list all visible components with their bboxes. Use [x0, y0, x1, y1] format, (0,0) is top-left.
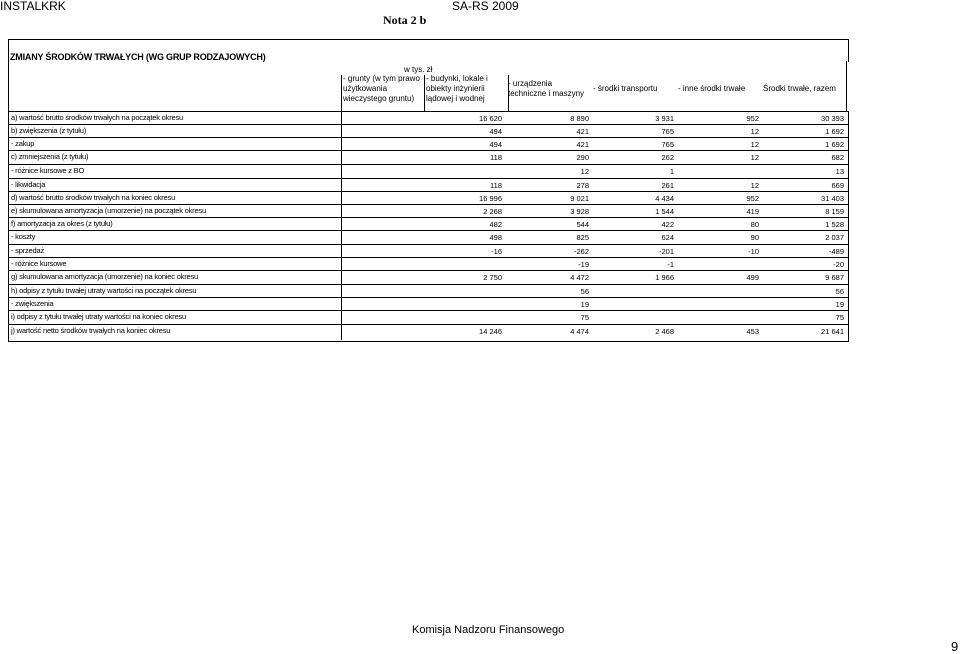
cell-value: 80 — [750, 220, 759, 229]
cell-value: 12 — [750, 127, 759, 136]
header-report-code: SA-RS 2009 — [452, 0, 519, 13]
column-header-line: - środki transportu — [593, 84, 658, 93]
table-row — [8, 178, 849, 192]
cell-value: 16 996 — [479, 194, 502, 203]
cell-value: 1 692 — [825, 140, 844, 149]
cell-value: -1 — [667, 260, 674, 269]
cell-value: 12 — [750, 153, 759, 162]
table-row — [8, 270, 849, 285]
cell-value: 494 — [489, 127, 502, 136]
cell-value: 422 — [661, 220, 674, 229]
table-row — [8, 191, 849, 205]
row-label: f) amortyzacja za okres (z tytułu) — [11, 219, 113, 228]
cell-value: 2 037 — [825, 233, 844, 242]
column-divider — [424, 75, 425, 111]
cell-value: -20 — [833, 260, 844, 269]
cell-value: 3 928 — [570, 207, 589, 216]
asset-changes-table — [8, 39, 847, 341]
cell-value: 2 750 — [483, 273, 502, 282]
table-row — [8, 297, 849, 311]
cell-value: 12 — [750, 140, 759, 149]
column-header-line: wieczystego gruntu) — [343, 94, 415, 103]
cell-value: 14 246 — [479, 327, 502, 336]
table-row — [8, 111, 849, 125]
table-title: ZMIANY ŚRODKÓW TRWAŁYCH (WG GRUP RODZAJOWYCH) — [10, 52, 266, 62]
cell-value: 13 — [835, 167, 844, 176]
unit-label: w tys. zł — [404, 65, 433, 74]
table-title-bar — [8, 39, 849, 62]
row-label: - likwidacja — [11, 180, 46, 189]
cell-value: 1 692 — [825, 127, 844, 136]
note-title: Nota 2 b — [383, 13, 427, 27]
cell-value: 30 393 — [821, 114, 844, 123]
row-label: j) wartość netto środków trwałych na koniec okresu — [11, 326, 171, 335]
column-header-line: - inne środki trwałe — [678, 84, 746, 93]
column-header-line: obiekty inżynierii — [426, 84, 485, 93]
cell-value: 498 — [489, 233, 502, 242]
column-header-line: użytkowania — [343, 84, 388, 93]
cell-value: -10 — [748, 247, 759, 256]
cell-value: 56 — [835, 287, 844, 296]
cell-value: 1 966 — [655, 273, 674, 282]
cell-value: 19 — [580, 300, 589, 309]
row-label: e) skumulowana amortyzacja (umorzenie) na początek okresu — [11, 206, 206, 215]
cell-value: 1 — [669, 167, 674, 176]
row-label: i) odpisy z tytułu trwałej utraty wartości na koniec okresu — [11, 312, 186, 321]
cell-value: 2 468 — [655, 327, 674, 336]
page-number: 9 — [951, 639, 959, 654]
row-label: c) zmniejszenia (z tytułu) — [11, 152, 89, 161]
cell-value: 421 — [576, 127, 589, 136]
row-label: - różnice kursowe z BO — [11, 166, 85, 175]
cell-value: 952 — [746, 114, 759, 123]
table-row — [8, 150, 849, 165]
table-row — [8, 284, 849, 298]
table-row — [8, 124, 849, 138]
label-column-divider — [341, 111, 342, 340]
cell-value: -262 — [573, 247, 589, 256]
row-label: - koszty — [11, 232, 36, 241]
cell-value: 90 — [750, 233, 759, 242]
cell-value: 494 — [489, 140, 502, 149]
cell-value: 765 — [661, 140, 674, 149]
table-row — [8, 310, 849, 325]
cell-value: -16 — [491, 247, 502, 256]
row-label: h) odpisy z tytułu trwałej utraty wartości na początek okresu — [11, 286, 197, 295]
column-header-line: - grunty (w tym prawo — [343, 74, 420, 83]
row-label: - różnice kursowe — [11, 259, 67, 268]
table-row — [8, 244, 849, 258]
row-label: - sprzedaż — [11, 246, 45, 255]
row-label: - zwiększenia — [11, 299, 54, 308]
cell-value: -201 — [658, 247, 674, 256]
cell-value: 21 641 — [821, 327, 844, 336]
table-row — [8, 204, 849, 218]
table-row — [8, 230, 849, 245]
cell-value: 31 403 — [821, 194, 844, 203]
footer-text: Komisja Nadzoru Finansowego — [412, 624, 565, 636]
cell-value: 262 — [661, 153, 674, 162]
cell-value: 1 528 — [825, 220, 844, 229]
column-divider — [341, 75, 342, 111]
cell-value: 2 268 — [483, 207, 502, 216]
cell-value: 8 890 — [570, 114, 589, 123]
cell-value: 4 434 — [655, 194, 674, 203]
cell-value: 9 021 — [570, 194, 589, 203]
cell-value: 669 — [831, 181, 844, 190]
cell-value: 118 — [490, 153, 502, 162]
cell-value: 4 474 — [570, 327, 589, 336]
column-divider — [508, 75, 509, 111]
cell-value: 12 — [750, 181, 759, 190]
cell-value: 3 931 — [655, 114, 674, 123]
cell-value: 421 — [576, 140, 589, 149]
cell-value: 682 — [831, 153, 844, 162]
table-row — [8, 164, 849, 179]
cell-value: 544 — [576, 220, 589, 229]
table-row — [8, 217, 849, 231]
cell-value: 8 159 — [825, 207, 844, 216]
cell-value: 1 544 — [655, 207, 674, 216]
cell-value: 482 — [489, 220, 502, 229]
cell-value: 261 — [661, 181, 674, 190]
cell-value: -489 — [828, 247, 844, 256]
row-label: b) zwiększenia (z tytułu) — [11, 126, 87, 135]
cell-value: 765 — [661, 127, 674, 136]
column-header-line: lądowej i wodnej — [426, 94, 485, 103]
cell-value: 825 — [576, 233, 589, 242]
cell-value: 56 — [580, 287, 589, 296]
cell-value: 12 — [580, 167, 589, 176]
row-label: g) skumulowana amortyzacja (umorzenie) na koniec okresu — [11, 272, 199, 281]
header-right-border — [846, 61, 847, 111]
cell-value: 19 — [835, 300, 844, 309]
header-left-border — [8, 61, 9, 111]
cell-value: 290 — [576, 153, 589, 162]
column-header-line: techniczne i maszyny — [508, 89, 585, 98]
row-label: - zakup — [11, 139, 35, 148]
cell-value: 278 — [576, 181, 589, 190]
cell-value: -19 — [578, 260, 589, 269]
header-company: INSTALKRK — [0, 0, 66, 13]
column-header-line: - budynki, lokale i — [426, 74, 488, 83]
cell-value: 499 — [746, 273, 759, 282]
table-row — [8, 137, 849, 151]
cell-value: 75 — [580, 313, 589, 322]
cell-value: 419 — [746, 207, 759, 216]
column-header-line: - urządzenia — [508, 79, 553, 88]
table-row — [8, 324, 849, 342]
row-label: a) wartość brutto środków trwałych na początek okresu — [11, 113, 183, 122]
cell-value: 118 — [490, 181, 502, 190]
column-header-line: Środki trwałe, razem — [763, 84, 836, 93]
cell-value: 624 — [661, 233, 674, 242]
cell-value: 4 472 — [570, 273, 589, 282]
cell-value: 75 — [835, 313, 844, 322]
row-label: d) wartość brutto środków trwałych na koniec okresu — [11, 193, 176, 202]
cell-value: 9 687 — [825, 273, 844, 282]
table-row — [8, 257, 849, 271]
cell-value: 952 — [746, 194, 759, 203]
cell-value: 453 — [746, 327, 759, 336]
cell-value: 16 620 — [479, 114, 502, 123]
